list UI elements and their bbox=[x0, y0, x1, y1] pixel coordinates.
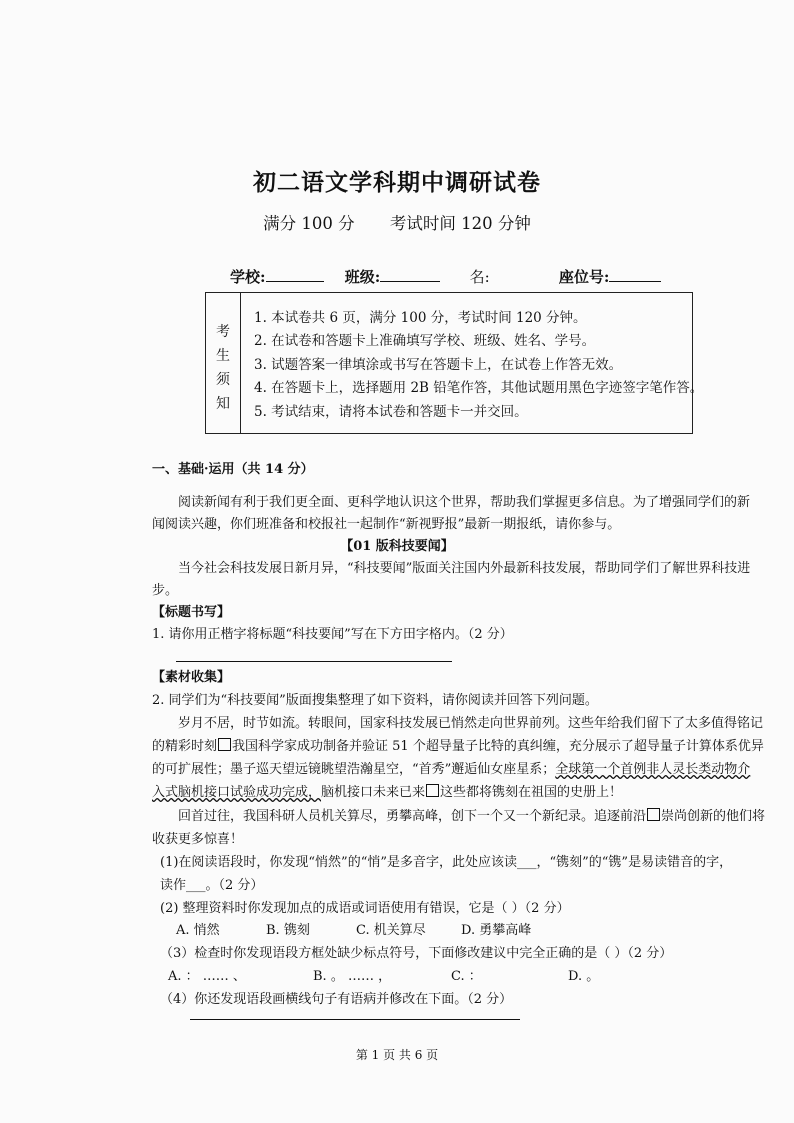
notice-char: 须 bbox=[216, 372, 230, 388]
passage-text: 崇尚创新的他们将 bbox=[661, 809, 766, 824]
school-label: 学校: bbox=[230, 268, 266, 286]
passage-text: 这些都将镌刻在祖国的史册上！ bbox=[440, 785, 623, 800]
passage-line bbox=[152, 759, 750, 781]
notice-char: 生 bbox=[216, 348, 230, 364]
option-b[interactable]: B. 。 …… ， bbox=[313, 969, 392, 984]
exam-subtitle bbox=[0, 210, 794, 234]
intro-text: 阅读新闻有利于我们更全面、更科学地认识这个世界，帮助我们掌握更多信息。为了增强同学们的新 bbox=[178, 495, 751, 510]
question-2: 2. 同学们为“科技要闻”版面搜集整理了如下资料，请你阅读并回答下列问题。 bbox=[152, 693, 598, 708]
answer-line-q2-4[interactable] bbox=[190, 1019, 520, 1020]
notice-rule: 4. 在答题卡上，选择题用 2B 铅笔作答，其他试题用黑色字迹签字笔作答。 bbox=[254, 380, 704, 397]
section-heading: 一、基础·运用（共 14 分） bbox=[152, 462, 314, 477]
notice-char: 考 bbox=[216, 324, 230, 340]
passage-line bbox=[178, 806, 765, 828]
question-2-4: （4）你还发现语段画横线句子有语病并修改在下面。（2 分） bbox=[160, 992, 513, 1007]
question-1: 1. 请你用正楷字将标题“科技要闻”写在下方田字格内。（2 分） bbox=[152, 627, 513, 642]
answer-line-q1[interactable] bbox=[176, 661, 452, 662]
exam-notice-box bbox=[205, 292, 704, 434]
tag-material: 【素材收集】 bbox=[152, 670, 231, 685]
notice-side-label bbox=[206, 293, 241, 433]
page-number: 第 1 页 共 6 页 bbox=[355, 1048, 439, 1062]
intro-text: 闻阅读兴趣，你们班准备和校报社一起制作“新视野报”最新一期报纸，请你参与。 bbox=[152, 517, 621, 532]
underlined-sentence: 入式脑机接口试验成功完成， bbox=[152, 785, 322, 800]
option-a[interactable]: A. ： …… 、 bbox=[168, 969, 246, 984]
class-blank[interactable] bbox=[380, 267, 440, 282]
class-label: 班级: bbox=[344, 268, 381, 286]
page-section-head: 【01 版科技要闻】 bbox=[340, 539, 454, 554]
notice-rules bbox=[254, 307, 703, 424]
school-blank[interactable] bbox=[266, 267, 324, 282]
punctuation-box bbox=[426, 784, 439, 797]
question-2-1: (1)在阅读语段时，你发现“悄然”的“悄”是多音字，此处应该读___，“镌刻”的“镌”是易读错音的字， bbox=[160, 855, 733, 870]
passage-text: 的精彩时刻 bbox=[152, 739, 218, 754]
option-c[interactable]: C. ： bbox=[451, 969, 482, 984]
page-title: 初二语文学科期中调研试卷 bbox=[253, 169, 541, 196]
notice-rule: 2. 在试卷和答题卡上准确填写学校、班级、姓名、学号。 bbox=[254, 333, 596, 350]
option-d[interactable]: D. 勇攀高峰 bbox=[461, 923, 532, 938]
exam-time: 考试时间 120 分钟 bbox=[389, 214, 531, 233]
passage-text: 脑机接口未来已来 bbox=[321, 785, 426, 800]
question-2-2: (2) 整理资料时你发现加点的成语或词语使用有错误，它是（ ）（2 分） bbox=[160, 901, 570, 916]
question-2-3: （3）检查时你发现语段方框处缺少标点符号，下面修改建议中完全正确的是（ ）（2 分） bbox=[160, 946, 673, 961]
seat-label: 座位号: bbox=[558, 268, 610, 286]
punctuation-box bbox=[647, 808, 660, 821]
passage-text: 我国科学家成功制备并验证 51 个超导量子比特的真纠缠，充分展示了超导量子计算体系优异 bbox=[232, 739, 764, 754]
notice-char: 知 bbox=[216, 396, 230, 412]
passage-text: 岁月不居，时节如流。转眼间，国家科技发展已悄然走向世界前列。这些年给我们留下了太多值得铭记 bbox=[178, 716, 764, 731]
passage-line bbox=[152, 736, 764, 758]
passage-text: 收获更多惊喜！ bbox=[152, 832, 244, 847]
notice-rule: 1. 本试卷共 6 页，满分 100 分，考试时间 120 分钟。 bbox=[254, 310, 587, 326]
question-2-1-cont: 读作___。（2 分） bbox=[160, 878, 264, 893]
name-label: 名: bbox=[469, 268, 490, 286]
passage-text: 回首过往，我国科研人员机关算尽，勇攀高峰，创下一个又一个新纪录。追逐前沿 bbox=[178, 809, 647, 824]
name-blank[interactable] bbox=[490, 267, 538, 282]
underlined-sentence: 全球第一个首例非人灵长类动物介 bbox=[555, 762, 751, 777]
notice-rule: 5. 考试结束，请将本试卷和答题卡一并交回。 bbox=[254, 403, 528, 420]
option-d[interactable]: D. 。 bbox=[568, 969, 600, 984]
option-a[interactable]: A. 悄然 bbox=[176, 923, 220, 938]
section-desc: 步。 bbox=[152, 583, 179, 598]
seat-blank[interactable] bbox=[609, 267, 661, 282]
notice-rule: 3. 试题答案一律填涂或书写在答题卡上，在试卷上作答无效。 bbox=[254, 356, 623, 373]
full-score: 满分 100 分 bbox=[263, 214, 355, 233]
option-c[interactable]: C. 机关算尽 bbox=[356, 923, 426, 938]
passage-line bbox=[152, 782, 622, 804]
section-desc: 当今社会科技发展日新月异，“科技要闻”版面关注国内外最新科技发展，帮助同学们了解世界科技进 bbox=[178, 561, 751, 576]
option-b[interactable]: B. 镌刻 bbox=[266, 923, 310, 938]
passage-text: 的可扩展性；墨子巡天望远镜眺望浩瀚星空，“首秀”邂逅仙女座星系； bbox=[152, 762, 556, 777]
tag-title-writing: 【标题书写】 bbox=[152, 605, 231, 620]
student-info-row bbox=[230, 266, 661, 287]
punctuation-box bbox=[218, 738, 231, 751]
